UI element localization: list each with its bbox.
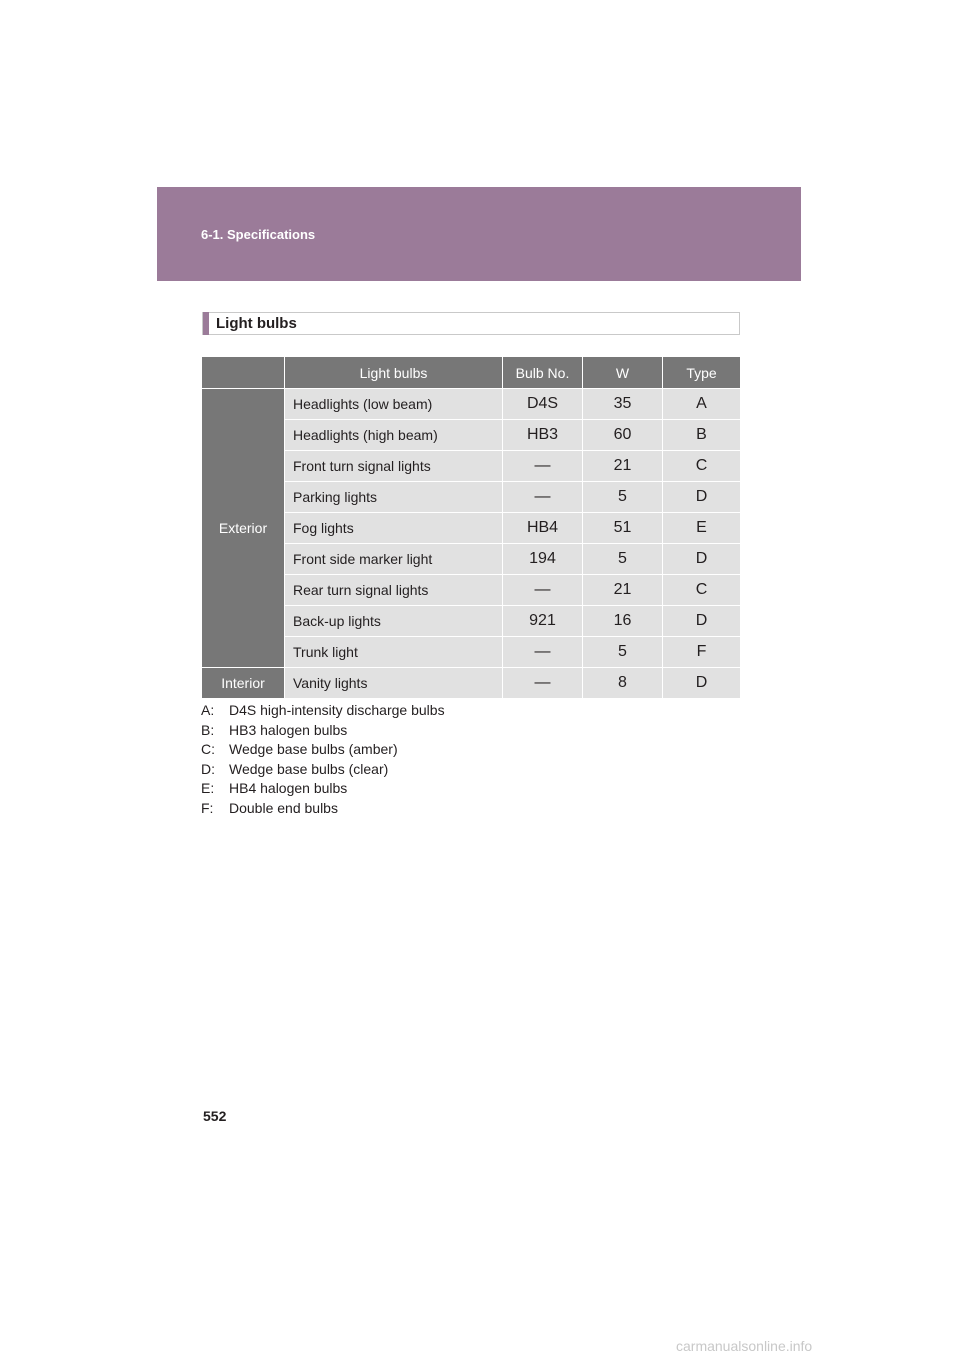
table-row [202, 667, 740, 698]
legend-key: C: [201, 741, 215, 757]
bulb-no: 194 [502, 543, 582, 574]
section-title: Light bulbs [216, 315, 297, 332]
table-body [202, 388, 740, 698]
table-header-row [202, 357, 740, 388]
column-header-w: W [582, 357, 662, 388]
bulb-name: Fog lights [284, 512, 502, 543]
bulb-watts: 8 [582, 667, 662, 698]
legend-key: D: [201, 760, 215, 777]
column-header-group [202, 357, 284, 388]
group-exterior: Exterior [202, 388, 284, 667]
heading-accent-bar [203, 312, 209, 335]
bulb-watts: 35 [582, 388, 662, 419]
bulb-watts: 21 [582, 574, 662, 605]
bulb-name: Rear turn signal lights [284, 574, 502, 605]
watermark: carmanualsonline.info [676, 1338, 813, 1354]
legend-item [201, 799, 445, 819]
bulb-watts: 5 [582, 636, 662, 667]
legend-item [201, 701, 445, 721]
bulb-watts: 16 [582, 605, 662, 636]
bulb-name: Headlights (high beam) [284, 419, 502, 450]
bulb-name: Parking lights [284, 481, 502, 512]
bulb-type: B [662, 419, 740, 450]
bulb-name: Vanity lights [284, 667, 502, 698]
group-interior: Interior [202, 667, 284, 698]
bulb-no: HB3 [502, 419, 582, 450]
bulb-type: D [662, 543, 740, 574]
bulb-name: Front turn signal lights [284, 450, 502, 481]
bulb-type: D [662, 667, 740, 698]
bulb-no: — [502, 574, 582, 605]
legend-item [201, 740, 445, 760]
column-header-bulb-no: Bulb No. [502, 357, 582, 388]
legend-key: E: [201, 780, 215, 796]
bulb-no: D4S [502, 388, 582, 419]
legend-text: Wedge base bulbs (amber) [229, 741, 398, 757]
bulb-watts: 60 [582, 419, 662, 450]
light-bulbs-table [202, 357, 740, 698]
legend-text: HB3 halogen bulbs [229, 721, 348, 738]
bulb-watts: 5 [582, 481, 662, 512]
legend-key: B: [201, 721, 215, 738]
column-header-light-bulbs: Light bulbs [284, 357, 502, 388]
legend-text: HB4 halogen bulbs [229, 780, 348, 796]
legend-key: F: [201, 799, 214, 816]
section-label: 6-1. Specifications [201, 227, 316, 242]
legend-key: A: [201, 702, 215, 718]
header-band [157, 187, 801, 281]
bulb-no: HB4 [502, 512, 582, 543]
bulb-watts: 51 [582, 512, 662, 543]
bulb-name: Back-up lights [284, 605, 502, 636]
bulb-type: A [662, 388, 740, 419]
page-number: 552 [203, 1108, 227, 1124]
bulb-type: C [662, 450, 740, 481]
bulb-type: E [662, 512, 740, 543]
bulb-no: 921 [502, 605, 582, 636]
legend-item [201, 760, 445, 780]
bulb-watts: 21 [582, 450, 662, 481]
bulb-type-legend [201, 701, 445, 818]
bulb-name: Headlights (low beam) [284, 388, 502, 419]
bulb-no: — [502, 636, 582, 667]
bulb-type: D [662, 605, 740, 636]
bulb-name: Trunk light [284, 636, 502, 667]
legend-item [201, 721, 445, 741]
section-heading [202, 312, 740, 335]
column-header-type: Type [662, 357, 740, 388]
bulb-no: — [502, 667, 582, 698]
bulb-type: D [662, 481, 740, 512]
table-row [202, 388, 740, 419]
legend-text: Wedge base bulbs (clear) [229, 760, 389, 777]
bulb-name: Front side marker light [284, 543, 502, 574]
legend-item [201, 779, 445, 799]
bulb-type: C [662, 574, 740, 605]
bulb-no: — [502, 481, 582, 512]
legend-text: D4S high-intensity discharge bulbs [229, 702, 445, 718]
bulb-type: F [662, 636, 740, 667]
bulb-watts: 5 [582, 543, 662, 574]
legend-text: Double end bulbs [229, 799, 338, 816]
bulb-no: — [502, 450, 582, 481]
